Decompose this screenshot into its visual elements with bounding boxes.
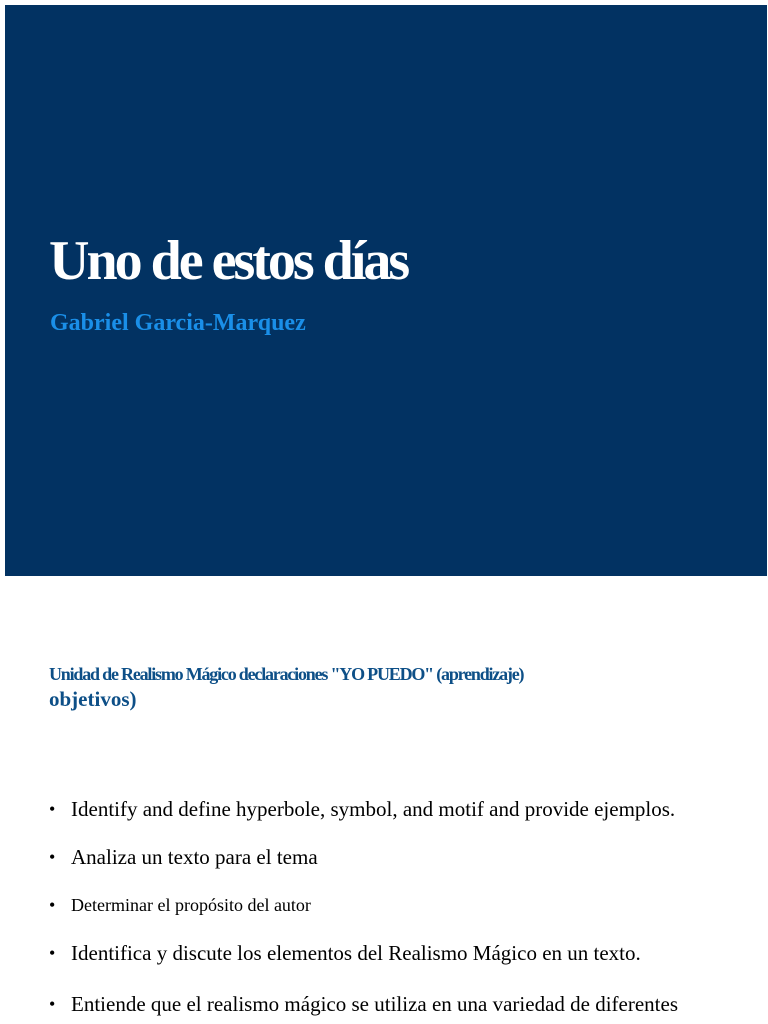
list-item: • Identify and define hyperbole, symbol, and motif and provide ejemplos. (49, 797, 689, 821)
list-item: • Analiza un texto para el tema (49, 845, 689, 869)
objectives-list (49, 797, 689, 1016)
list-item: • Identifica y discute los elementos del Realismo Mágico en un texto. (49, 941, 689, 965)
list-item: • Entiende que el realismo mágico se utiliza en una variedad de diferentes (49, 992, 689, 1016)
objectives-heading (49, 662, 689, 712)
objectives-heading-line2: objetivos) (49, 687, 137, 711)
objectives-heading-line1: Unidad de Realismo Mágico declaraciones "YO PUEDO" (aprendizaje) (49, 664, 524, 684)
list-item: • Determinar el propósito del autor (49, 893, 689, 917)
slide-subtitle-author: Gabriel Garcia-Marquez (50, 310, 306, 336)
slide-title: Uno de estos días (49, 230, 408, 292)
title-slide (5, 5, 767, 576)
